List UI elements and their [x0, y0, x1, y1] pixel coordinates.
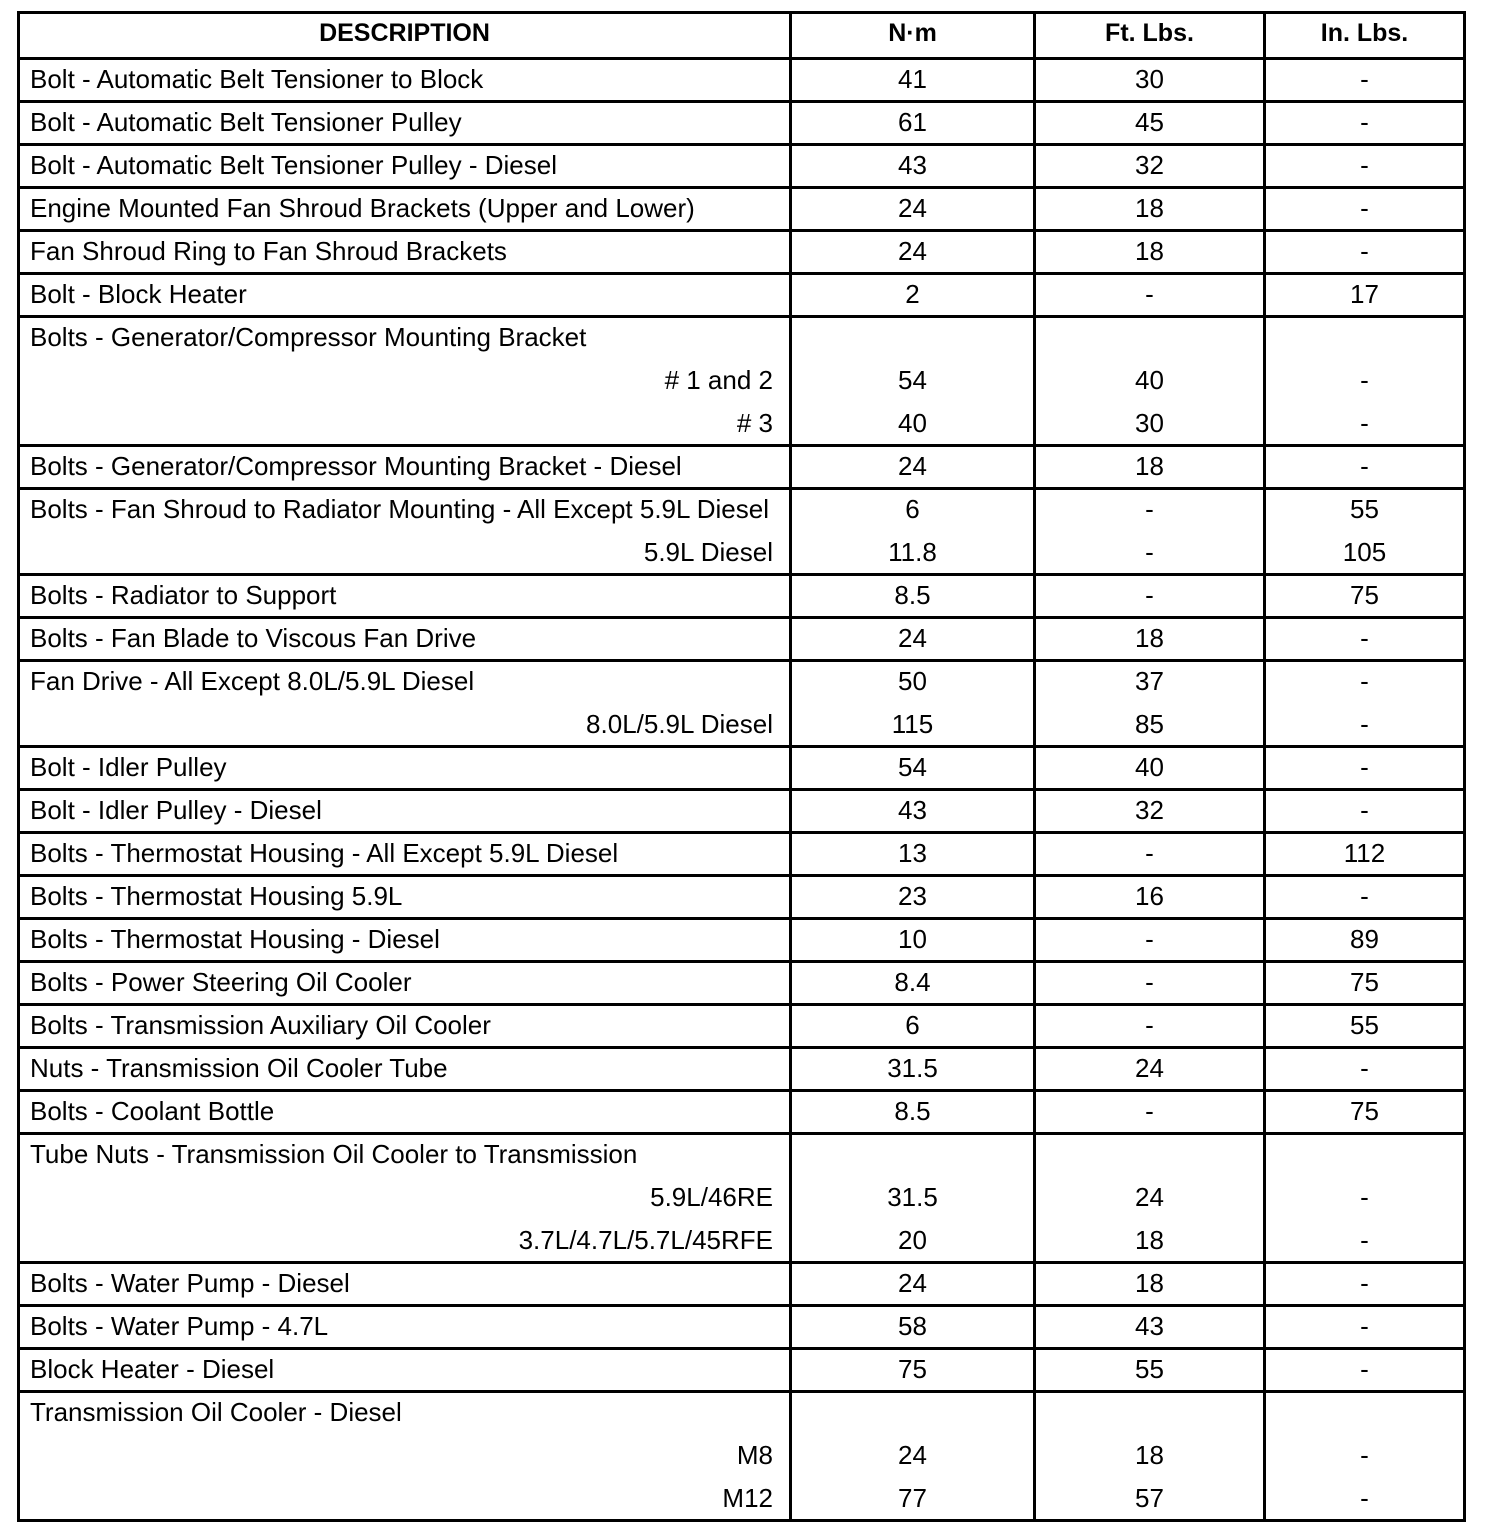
table-row [20, 447, 1463, 490]
ft-lbs-cell: 18 [1036, 189, 1266, 229]
ft-lbs-cell: 40 [1036, 352, 1266, 395]
nm-cell: 31.5 [792, 1169, 1036, 1212]
in-lbs-cell: - [1360, 881, 1369, 911]
ft-lbs-cell: - [1036, 275, 1266, 315]
nm-cell: 31.5 [792, 1049, 1036, 1089]
description-cell: Bolts - Transmission Auxiliary Oil Cooler [20, 1006, 792, 1046]
ft-lbs-cell: 18 [1036, 1427, 1266, 1470]
table-row [20, 834, 1463, 877]
in-lbs-cell: - [1360, 193, 1369, 223]
ft-lbs-cell: 85 [1036, 696, 1266, 745]
ft-lbs-cell: 32 [1036, 146, 1266, 186]
nm-cell: 24 [792, 189, 1036, 229]
ft-lbs-cell: 43 [1036, 1307, 1266, 1347]
nm-cell: 77 [792, 1470, 1036, 1519]
in-lbs-cell: 112 [1343, 838, 1386, 868]
nm-cell: 58 [792, 1307, 1036, 1347]
in-lbs-cell: 17 [1350, 279, 1379, 309]
nm-cell: 2 [792, 275, 1036, 315]
nm-cell: 43 [792, 791, 1036, 831]
nm-cell: 8.5 [792, 1092, 1036, 1132]
in-lbs-cell: - [1360, 666, 1369, 696]
nm-cell: 75 [792, 1350, 1036, 1390]
table-row [20, 60, 1463, 103]
ft-lbs-cell: 16 [1036, 877, 1266, 917]
nm-cell: 23 [792, 877, 1036, 917]
nm-cell [792, 318, 1036, 352]
table-row [20, 1092, 1463, 1135]
description-cell: Nuts - Transmission Oil Cooler Tube [20, 1049, 792, 1089]
nm-cell [792, 1135, 1036, 1169]
nm-cell: 24 [792, 232, 1036, 272]
in-lbs-cell: 75 [1350, 580, 1379, 610]
in-lbs-cell: 75 [1350, 1096, 1379, 1126]
ft-lbs-cell: 30 [1036, 60, 1266, 100]
ft-lbs-cell: 24 [1036, 1049, 1266, 1089]
table-row [20, 1350, 1463, 1393]
description-cell: Bolts - Thermostat Housing - All Except 5.9L Diesel [20, 834, 792, 874]
description-cell: Bolts - Water Pump - Diesel [20, 1264, 792, 1304]
nm-cell: 54 [792, 352, 1036, 395]
table-header-row [20, 14, 1463, 60]
in-lbs-cell: - [1360, 1268, 1369, 1298]
nm-cell: 10 [792, 920, 1036, 960]
description-cell: 8.0L/5.9L Diesel [20, 696, 792, 745]
description-cell: Bolt - Automatic Belt Tensioner Pulley [20, 103, 792, 143]
table-row [20, 576, 1463, 619]
ft-lbs-cell: 18 [1036, 1264, 1266, 1304]
in-lbs-cell: - [1360, 623, 1369, 653]
nm-cell: 6 [792, 1006, 1036, 1046]
torque-specifications-table [17, 11, 1466, 1522]
ft-lbs-cell: 30 [1036, 395, 1266, 444]
header-ft-lbs: Ft. Lbs. [1036, 14, 1266, 57]
nm-cell: 24 [792, 619, 1036, 659]
nm-cell: 13 [792, 834, 1036, 874]
table-row [20, 920, 1463, 963]
in-lbs-cell: 89 [1350, 924, 1379, 954]
nm-cell: 43 [792, 146, 1036, 186]
in-lbs-cell: - [1360, 408, 1369, 438]
ft-lbs-cell [1036, 318, 1266, 352]
description-cell: Bolts - Radiator to Support [20, 576, 792, 616]
table-row [20, 1307, 1463, 1350]
ft-lbs-cell: - [1036, 1006, 1266, 1046]
table-row [20, 662, 1463, 748]
nm-cell: 6 [792, 490, 1036, 524]
table-row [20, 877, 1463, 920]
description-cell: M12 [20, 1470, 792, 1519]
nm-cell: 8.4 [792, 963, 1036, 1003]
in-lbs-cell: - [1360, 365, 1369, 395]
ft-lbs-cell: 57 [1036, 1470, 1266, 1519]
in-lbs-cell [1266, 318, 1463, 352]
table-row [20, 791, 1463, 834]
nm-cell [792, 1393, 1036, 1427]
description-cell: Fan Drive - All Except 8.0L/5.9L Diesel [20, 662, 792, 696]
ft-lbs-cell: 24 [1036, 1169, 1266, 1212]
nm-cell: 61 [792, 103, 1036, 143]
table-row [20, 103, 1463, 146]
in-lbs-cell: - [1360, 1440, 1369, 1470]
in-lbs-cell: 105 [1342, 537, 1387, 567]
ft-lbs-cell: - [1036, 963, 1266, 1003]
ft-lbs-cell: 18 [1036, 1212, 1266, 1261]
table-row [20, 1135, 1463, 1264]
nm-cell: 41 [792, 60, 1036, 100]
description-cell: 3.7L/4.7L/5.7L/45RFE [20, 1212, 792, 1261]
in-lbs-cell [1266, 1135, 1463, 1169]
in-lbs-cell: - [1360, 1182, 1369, 1212]
nm-cell: 54 [792, 748, 1036, 788]
in-lbs-cell: - [1360, 236, 1369, 266]
in-lbs-cell: - [1360, 752, 1369, 782]
ft-lbs-cell: 18 [1036, 447, 1266, 487]
description-cell: # 3 [20, 395, 792, 444]
nm-cell: 11.8 [792, 524, 1036, 573]
description-cell: Bolts - Coolant Bottle [20, 1092, 792, 1132]
ft-lbs-cell: 37 [1036, 662, 1266, 696]
ft-lbs-cell: - [1036, 920, 1266, 960]
table-row [20, 1049, 1463, 1092]
ft-lbs-cell: - [1036, 524, 1266, 573]
description-cell: M8 [20, 1427, 792, 1470]
in-lbs-cell: 75 [1350, 967, 1379, 997]
ft-lbs-cell: 18 [1036, 232, 1266, 272]
nm-cell: 50 [792, 662, 1036, 696]
table-row [20, 318, 1463, 447]
description-cell: 5.9L Diesel [20, 524, 792, 573]
in-lbs-cell: - [1360, 150, 1369, 180]
description-cell: Bolt - Automatic Belt Tensioner to Block [20, 60, 792, 100]
header-nm: N·m [792, 14, 1036, 57]
table-row [20, 232, 1463, 275]
description-cell: Bolts - Fan Blade to Viscous Fan Drive [20, 619, 792, 659]
table-row [20, 275, 1463, 318]
in-lbs-cell: - [1360, 1354, 1369, 1384]
table-row [20, 189, 1463, 232]
description-cell: Tube Nuts - Transmission Oil Cooler to Transmission [20, 1135, 792, 1169]
ft-lbs-cell: - [1036, 1092, 1266, 1132]
ft-lbs-cell: 32 [1036, 791, 1266, 831]
nm-cell: 40 [792, 395, 1036, 444]
table-row [20, 490, 1463, 576]
in-lbs-cell: - [1360, 107, 1369, 137]
in-lbs-cell: 55 [1350, 1010, 1379, 1040]
table-row [20, 619, 1463, 662]
description-cell: Fan Shroud Ring to Fan Shroud Brackets [20, 232, 792, 272]
nm-cell: 20 [792, 1212, 1036, 1261]
in-lbs-cell: - [1360, 1483, 1369, 1513]
in-lbs-cell: 55 [1350, 494, 1379, 524]
ft-lbs-cell: 55 [1036, 1350, 1266, 1390]
ft-lbs-cell: 45 [1036, 103, 1266, 143]
description-cell: Bolts - Fan Shroud to Radiator Mounting - All Except 5.9L Diesel [20, 490, 792, 524]
nm-cell: 24 [792, 1264, 1036, 1304]
description-cell: Bolt - Block Heater [20, 275, 792, 315]
ft-lbs-cell [1036, 1135, 1266, 1169]
description-cell: Engine Mounted Fan Shroud Brackets (Upper and Lower) [20, 189, 792, 229]
description-cell: Bolts - Water Pump - 4.7L [20, 1307, 792, 1347]
in-lbs-cell: - [1360, 1311, 1369, 1341]
table-row [20, 146, 1463, 189]
description-cell: Block Heater - Diesel [20, 1350, 792, 1390]
header-in-lbs: In. Lbs. [1320, 19, 1409, 47]
in-lbs-cell: - [1360, 451, 1369, 481]
ft-lbs-cell [1036, 1393, 1266, 1427]
in-lbs-cell: - [1360, 1053, 1369, 1083]
in-lbs-cell: - [1360, 795, 1369, 825]
in-lbs-cell: - [1360, 1225, 1369, 1255]
in-lbs-cell: - [1360, 64, 1369, 94]
description-cell: 5.9L/46RE [20, 1169, 792, 1212]
description-cell: Bolts - Thermostat Housing - Diesel [20, 920, 792, 960]
table-row [20, 1393, 1463, 1519]
description-cell: Bolts - Power Steering Oil Cooler [20, 963, 792, 1003]
ft-lbs-cell: 40 [1036, 748, 1266, 788]
table-row [20, 748, 1463, 791]
ft-lbs-cell: - [1036, 834, 1266, 874]
description-cell: Bolt - Automatic Belt Tensioner Pulley - Diesel [20, 146, 792, 186]
ft-lbs-cell: 18 [1036, 619, 1266, 659]
table-row [20, 1006, 1463, 1049]
description-cell: Bolts - Thermostat Housing 5.9L [20, 877, 792, 917]
table-row [20, 1264, 1463, 1307]
description-cell: Bolts - Generator/Compressor Mounting Bracket [20, 318, 792, 352]
nm-cell: 24 [792, 1427, 1036, 1470]
description-cell: Bolt - Idler Pulley - Diesel [20, 791, 792, 831]
description-cell: Bolt - Idler Pulley [20, 748, 792, 788]
header-description: DESCRIPTION [20, 14, 792, 57]
nm-cell: 24 [792, 447, 1036, 487]
in-lbs-cell: - [1360, 709, 1369, 739]
description-cell: Transmission Oil Cooler - Diesel [20, 1393, 792, 1427]
description-cell: # 1 and 2 [20, 352, 792, 395]
ft-lbs-cell: - [1036, 490, 1266, 524]
table-row [20, 963, 1463, 1006]
ft-lbs-cell: - [1036, 576, 1266, 616]
description-cell: Bolts - Generator/Compressor Mounting Bracket - Diesel [20, 447, 792, 487]
nm-cell: 8.5 [792, 576, 1036, 616]
in-lbs-cell [1266, 1393, 1463, 1427]
nm-cell: 115 [792, 696, 1036, 745]
